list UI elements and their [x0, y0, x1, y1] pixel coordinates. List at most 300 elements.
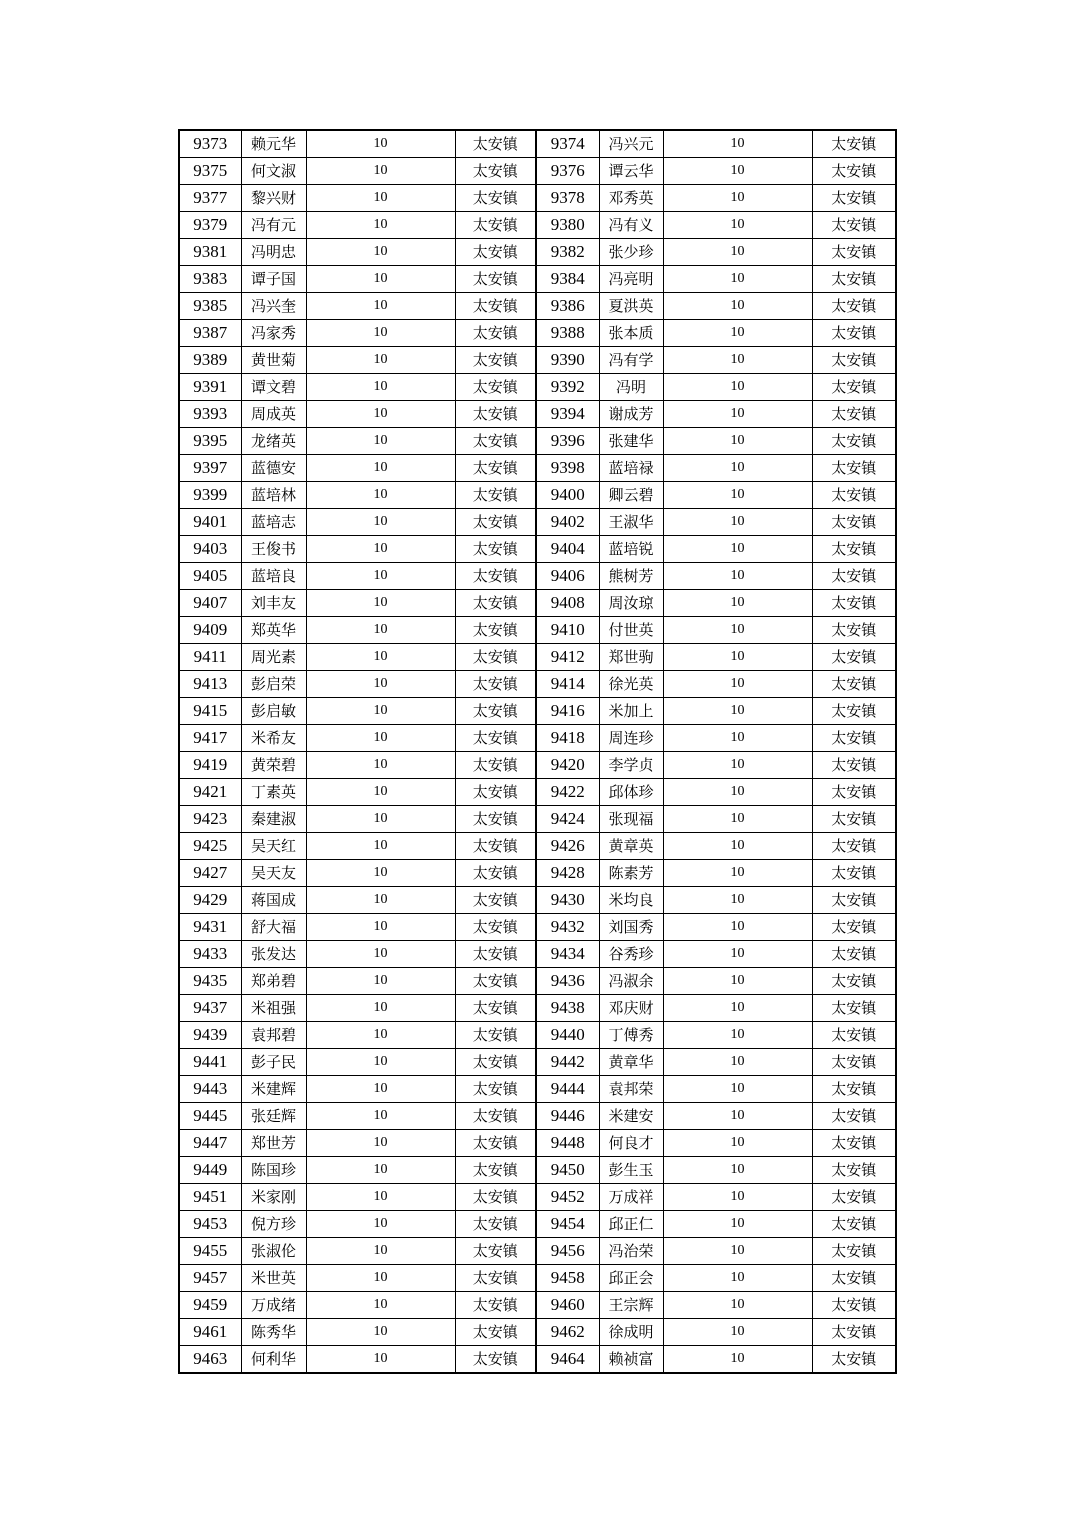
table-row — [179, 698, 896, 725]
cell-number: 9425 — [179, 833, 241, 860]
cell-town: 太安镇 — [455, 968, 536, 995]
cell-name: 谭云华 — [599, 158, 663, 185]
cell-number: 9427 — [179, 860, 241, 887]
cell-town: 太安镇 — [812, 914, 896, 941]
cell-town: 太安镇 — [812, 1049, 896, 1076]
cell-name: 邓庆财 — [599, 995, 663, 1022]
cell-town: 太安镇 — [812, 968, 896, 995]
cell-amount: 10 — [663, 1211, 812, 1238]
cell-town: 太安镇 — [455, 1319, 536, 1346]
cell-name: 陈国珍 — [241, 1157, 306, 1184]
cell-amount: 10 — [663, 347, 812, 374]
cell-amount: 10 — [663, 1022, 812, 1049]
table-row — [179, 671, 896, 698]
cell-name: 郑英华 — [241, 617, 306, 644]
cell-name: 郑世芳 — [241, 1130, 306, 1157]
cell-amount: 10 — [663, 185, 812, 212]
cell-town: 太安镇 — [812, 185, 896, 212]
cell-town: 太安镇 — [812, 212, 896, 239]
cell-amount: 10 — [306, 995, 455, 1022]
cell-number: 9421 — [179, 779, 241, 806]
cell-number: 9436 — [536, 968, 599, 995]
cell-name: 冯明忠 — [241, 239, 306, 266]
cell-town: 太安镇 — [455, 833, 536, 860]
cell-name: 徐成明 — [599, 1319, 663, 1346]
cell-name: 龙绪英 — [241, 428, 306, 455]
cell-amount: 10 — [663, 833, 812, 860]
cell-town: 太安镇 — [455, 725, 536, 752]
cell-number: 9449 — [179, 1157, 241, 1184]
cell-town: 太安镇 — [812, 455, 896, 482]
cell-town: 太安镇 — [455, 914, 536, 941]
cell-number: 9407 — [179, 590, 241, 617]
cell-amount: 10 — [663, 617, 812, 644]
table-row — [179, 293, 896, 320]
cell-number: 9378 — [536, 185, 599, 212]
cell-town: 太安镇 — [455, 590, 536, 617]
cell-amount: 10 — [663, 1346, 812, 1374]
cell-town: 太安镇 — [812, 428, 896, 455]
cell-amount: 10 — [663, 212, 812, 239]
cell-amount: 10 — [663, 1130, 812, 1157]
cell-amount: 10 — [306, 671, 455, 698]
cell-amount: 10 — [663, 914, 812, 941]
cell-number: 9397 — [179, 455, 241, 482]
cell-town: 太安镇 — [812, 644, 896, 671]
cell-number: 9389 — [179, 347, 241, 374]
cell-amount: 10 — [306, 1346, 455, 1374]
cell-name: 冯兴奎 — [241, 293, 306, 320]
cell-number: 9426 — [536, 833, 599, 860]
cell-town: 太安镇 — [812, 536, 896, 563]
cell-name: 谢成芳 — [599, 401, 663, 428]
cell-town: 太安镇 — [812, 1184, 896, 1211]
cell-name: 何文淑 — [241, 158, 306, 185]
cell-amount: 10 — [306, 563, 455, 590]
cell-amount: 10 — [306, 590, 455, 617]
table-row — [179, 347, 896, 374]
cell-number: 9419 — [179, 752, 241, 779]
cell-town: 太安镇 — [455, 320, 536, 347]
table-row — [179, 833, 896, 860]
cell-amount: 10 — [306, 887, 455, 914]
cell-town: 太安镇 — [812, 1265, 896, 1292]
cell-number: 9441 — [179, 1049, 241, 1076]
cell-town: 太安镇 — [455, 1076, 536, 1103]
cell-number: 9453 — [179, 1211, 241, 1238]
table-row — [179, 482, 896, 509]
cell-number: 9392 — [536, 374, 599, 401]
cell-name: 郑世驹 — [599, 644, 663, 671]
cell-town: 太安镇 — [812, 833, 896, 860]
cell-amount: 10 — [663, 320, 812, 347]
cell-name: 蓝培锐 — [599, 536, 663, 563]
table-row — [179, 158, 896, 185]
cell-town: 太安镇 — [455, 428, 536, 455]
cell-number: 9398 — [536, 455, 599, 482]
cell-town: 太安镇 — [455, 239, 536, 266]
cell-town: 太安镇 — [812, 806, 896, 833]
cell-number: 9422 — [536, 779, 599, 806]
cell-town: 太安镇 — [455, 212, 536, 239]
cell-name: 蓝培良 — [241, 563, 306, 590]
table-row — [179, 401, 896, 428]
table-row — [179, 130, 896, 158]
cell-name: 王淑华 — [599, 509, 663, 536]
cell-number: 9413 — [179, 671, 241, 698]
cell-number: 9448 — [536, 1130, 599, 1157]
cell-town: 太安镇 — [812, 1346, 896, 1374]
cell-town: 太安镇 — [455, 482, 536, 509]
table-row — [179, 941, 896, 968]
cell-number: 9405 — [179, 563, 241, 590]
cell-number: 9440 — [536, 1022, 599, 1049]
cell-town: 太安镇 — [812, 563, 896, 590]
cell-number: 9462 — [536, 1319, 599, 1346]
cell-amount: 10 — [663, 482, 812, 509]
cell-number: 9381 — [179, 239, 241, 266]
cell-name: 万成祥 — [599, 1184, 663, 1211]
cell-name: 米加上 — [599, 698, 663, 725]
table-row — [179, 1319, 896, 1346]
cell-amount: 10 — [306, 1157, 455, 1184]
cell-name: 蓝培林 — [241, 482, 306, 509]
cell-amount: 10 — [663, 1157, 812, 1184]
cell-number: 9404 — [536, 536, 599, 563]
cell-name: 黄章英 — [599, 833, 663, 860]
cell-amount: 10 — [663, 293, 812, 320]
cell-number: 9459 — [179, 1292, 241, 1319]
cell-amount: 10 — [306, 158, 455, 185]
cell-amount: 10 — [663, 158, 812, 185]
cell-name: 邱正会 — [599, 1265, 663, 1292]
cell-amount: 10 — [663, 698, 812, 725]
cell-number: 9402 — [536, 509, 599, 536]
cell-amount: 10 — [306, 1292, 455, 1319]
cell-number: 9434 — [536, 941, 599, 968]
cell-name: 冯治荣 — [599, 1238, 663, 1265]
cell-number: 9431 — [179, 914, 241, 941]
cell-amount: 10 — [306, 374, 455, 401]
cell-name: 周光素 — [241, 644, 306, 671]
cell-amount: 10 — [306, 455, 455, 482]
cell-name: 米祖强 — [241, 995, 306, 1022]
table-row — [179, 860, 896, 887]
cell-name: 张廷辉 — [241, 1103, 306, 1130]
cell-number: 9382 — [536, 239, 599, 266]
cell-number: 9375 — [179, 158, 241, 185]
table-row — [179, 590, 896, 617]
table-row — [179, 752, 896, 779]
cell-name: 张现福 — [599, 806, 663, 833]
table-row — [179, 428, 896, 455]
table-row — [179, 617, 896, 644]
cell-number: 9452 — [536, 1184, 599, 1211]
cell-town: 太安镇 — [812, 1103, 896, 1130]
cell-number: 9406 — [536, 563, 599, 590]
cell-town: 太安镇 — [455, 185, 536, 212]
cell-name: 陈素芳 — [599, 860, 663, 887]
cell-town: 太安镇 — [455, 1130, 536, 1157]
cell-town: 太安镇 — [812, 698, 896, 725]
cell-amount: 10 — [306, 860, 455, 887]
cell-name: 邱正仁 — [599, 1211, 663, 1238]
cell-amount: 10 — [306, 130, 455, 158]
cell-name: 蓝德安 — [241, 455, 306, 482]
cell-amount: 10 — [663, 995, 812, 1022]
cell-amount: 10 — [663, 725, 812, 752]
cell-amount: 10 — [663, 130, 812, 158]
cell-amount: 10 — [306, 752, 455, 779]
cell-name: 谭子国 — [241, 266, 306, 293]
cell-name: 蓝培禄 — [599, 455, 663, 482]
cell-name: 刘丰友 — [241, 590, 306, 617]
cell-name: 彭启敏 — [241, 698, 306, 725]
cell-town: 太安镇 — [455, 887, 536, 914]
cell-number: 9461 — [179, 1319, 241, 1346]
cell-name: 彭生玉 — [599, 1157, 663, 1184]
cell-name: 邓秀英 — [599, 185, 663, 212]
cell-town: 太安镇 — [812, 347, 896, 374]
cell-amount: 10 — [306, 428, 455, 455]
cell-number: 9377 — [179, 185, 241, 212]
cell-number: 9384 — [536, 266, 599, 293]
cell-name: 米家刚 — [241, 1184, 306, 1211]
cell-town: 太安镇 — [812, 401, 896, 428]
cell-town: 太安镇 — [812, 130, 896, 158]
cell-number: 9464 — [536, 1346, 599, 1374]
table-row — [179, 212, 896, 239]
cell-town: 太安镇 — [455, 644, 536, 671]
cell-name: 张淑伦 — [241, 1238, 306, 1265]
cell-name: 舒大福 — [241, 914, 306, 941]
cell-name: 付世英 — [599, 617, 663, 644]
cell-number: 9374 — [536, 130, 599, 158]
cell-name: 秦建淑 — [241, 806, 306, 833]
cell-town: 太安镇 — [812, 1211, 896, 1238]
cell-town: 太安镇 — [812, 482, 896, 509]
cell-town: 太安镇 — [812, 1022, 896, 1049]
cell-name: 王宗辉 — [599, 1292, 663, 1319]
cell-amount: 10 — [306, 212, 455, 239]
table-row — [179, 320, 896, 347]
cell-name: 冯有元 — [241, 212, 306, 239]
cell-town: 太安镇 — [812, 1157, 896, 1184]
cell-town: 太安镇 — [812, 1319, 896, 1346]
cell-name: 彭启荣 — [241, 671, 306, 698]
cell-town: 太安镇 — [812, 374, 896, 401]
cell-town: 太安镇 — [812, 995, 896, 1022]
cell-name: 谷秀珍 — [599, 941, 663, 968]
cell-name: 熊树芳 — [599, 563, 663, 590]
cell-town: 太安镇 — [812, 509, 896, 536]
cell-town: 太安镇 — [455, 995, 536, 1022]
table-row — [179, 1157, 896, 1184]
cell-number: 9415 — [179, 698, 241, 725]
table-row — [179, 887, 896, 914]
cell-name: 冯明 — [599, 374, 663, 401]
cell-number: 9423 — [179, 806, 241, 833]
cell-town: 太安镇 — [812, 671, 896, 698]
table-row — [179, 1265, 896, 1292]
cell-amount: 10 — [663, 968, 812, 995]
cell-number: 9385 — [179, 293, 241, 320]
cell-amount: 10 — [306, 725, 455, 752]
cell-town: 太安镇 — [812, 779, 896, 806]
cell-amount: 10 — [306, 482, 455, 509]
cell-amount: 10 — [306, 806, 455, 833]
cell-town: 太安镇 — [812, 266, 896, 293]
cell-amount: 10 — [663, 1049, 812, 1076]
cell-town: 太安镇 — [455, 563, 536, 590]
cell-number: 9396 — [536, 428, 599, 455]
cell-town: 太安镇 — [812, 590, 896, 617]
table-row — [179, 1292, 896, 1319]
table-row — [179, 563, 896, 590]
cell-town: 太安镇 — [812, 887, 896, 914]
cell-number: 9443 — [179, 1076, 241, 1103]
cell-town: 太安镇 — [812, 239, 896, 266]
cell-town: 太安镇 — [455, 1346, 536, 1374]
cell-name: 谭文碧 — [241, 374, 306, 401]
cell-number: 9457 — [179, 1265, 241, 1292]
cell-name: 卿云碧 — [599, 482, 663, 509]
cell-amount: 10 — [663, 860, 812, 887]
cell-name: 袁邦碧 — [241, 1022, 306, 1049]
cell-number: 9394 — [536, 401, 599, 428]
cell-number: 9444 — [536, 1076, 599, 1103]
cell-amount: 10 — [306, 698, 455, 725]
table-row — [179, 1130, 896, 1157]
cell-amount: 10 — [306, 509, 455, 536]
cell-amount: 10 — [663, 1076, 812, 1103]
cell-amount: 10 — [663, 1184, 812, 1211]
cell-number: 9463 — [179, 1346, 241, 1374]
cell-number: 9416 — [536, 698, 599, 725]
cell-name: 米建辉 — [241, 1076, 306, 1103]
cell-name: 丁素英 — [241, 779, 306, 806]
cell-number: 9458 — [536, 1265, 599, 1292]
cell-town: 太安镇 — [455, 1211, 536, 1238]
cell-number: 9447 — [179, 1130, 241, 1157]
cell-name: 倪方珍 — [241, 1211, 306, 1238]
cell-amount: 10 — [663, 590, 812, 617]
cell-town: 太安镇 — [455, 158, 536, 185]
cell-number: 9439 — [179, 1022, 241, 1049]
cell-amount: 10 — [306, 1184, 455, 1211]
cell-town: 太安镇 — [455, 1238, 536, 1265]
cell-name: 李学贞 — [599, 752, 663, 779]
cell-town: 太安镇 — [455, 130, 536, 158]
cell-town: 太安镇 — [812, 1130, 896, 1157]
cell-number: 9454 — [536, 1211, 599, 1238]
cell-amount: 10 — [663, 374, 812, 401]
table-row — [179, 779, 896, 806]
register-table-body — [179, 130, 896, 1373]
cell-number: 9388 — [536, 320, 599, 347]
cell-amount: 10 — [306, 1238, 455, 1265]
cell-number: 9387 — [179, 320, 241, 347]
cell-amount: 10 — [663, 1238, 812, 1265]
cell-name: 王俊书 — [241, 536, 306, 563]
cell-number: 9442 — [536, 1049, 599, 1076]
cell-amount: 10 — [663, 887, 812, 914]
cell-town: 太安镇 — [455, 374, 536, 401]
cell-town: 太安镇 — [455, 671, 536, 698]
cell-town: 太安镇 — [455, 752, 536, 779]
cell-town: 太安镇 — [455, 941, 536, 968]
cell-town: 太安镇 — [812, 1076, 896, 1103]
cell-number: 9460 — [536, 1292, 599, 1319]
cell-amount: 10 — [306, 1049, 455, 1076]
table-row — [179, 374, 896, 401]
cell-name: 冯兴元 — [599, 130, 663, 158]
cell-town: 太安镇 — [455, 698, 536, 725]
table-row — [179, 914, 896, 941]
cell-town: 太安镇 — [812, 293, 896, 320]
cell-amount: 10 — [663, 752, 812, 779]
table-row — [179, 725, 896, 752]
table-row — [179, 1103, 896, 1130]
cell-number: 9373 — [179, 130, 241, 158]
table-row — [179, 239, 896, 266]
cell-name: 周汝琼 — [599, 590, 663, 617]
cell-amount: 10 — [306, 644, 455, 671]
cell-amount: 10 — [306, 617, 455, 644]
cell-name: 陈秀华 — [241, 1319, 306, 1346]
cell-name: 张少珍 — [599, 239, 663, 266]
cell-number: 9399 — [179, 482, 241, 509]
cell-name: 何利华 — [241, 1346, 306, 1374]
cell-number: 9432 — [536, 914, 599, 941]
table-row — [179, 185, 896, 212]
cell-amount: 10 — [306, 1076, 455, 1103]
cell-town: 太安镇 — [455, 1184, 536, 1211]
cell-number: 9414 — [536, 671, 599, 698]
cell-name: 张发达 — [241, 941, 306, 968]
cell-amount: 10 — [663, 806, 812, 833]
cell-town: 太安镇 — [455, 347, 536, 374]
cell-name: 冯家秀 — [241, 320, 306, 347]
cell-name: 米均良 — [599, 887, 663, 914]
cell-name: 黎兴财 — [241, 185, 306, 212]
table-row — [179, 644, 896, 671]
cell-name: 米希友 — [241, 725, 306, 752]
cell-number: 9390 — [536, 347, 599, 374]
cell-number: 9376 — [536, 158, 599, 185]
cell-name: 冯淑余 — [599, 968, 663, 995]
cell-amount: 10 — [306, 833, 455, 860]
cell-name: 黄世菊 — [241, 347, 306, 374]
table-row — [179, 1076, 896, 1103]
cell-town: 太安镇 — [455, 860, 536, 887]
cell-amount: 10 — [306, 941, 455, 968]
cell-amount: 10 — [306, 293, 455, 320]
cell-number: 9445 — [179, 1103, 241, 1130]
cell-number: 9393 — [179, 401, 241, 428]
cell-name: 米建安 — [599, 1103, 663, 1130]
cell-town: 太安镇 — [812, 1238, 896, 1265]
cell-number: 9456 — [536, 1238, 599, 1265]
table-row — [179, 1184, 896, 1211]
cell-amount: 10 — [306, 1130, 455, 1157]
cell-name: 黄荣碧 — [241, 752, 306, 779]
cell-amount: 10 — [663, 779, 812, 806]
cell-amount: 10 — [306, 914, 455, 941]
cell-amount: 10 — [663, 401, 812, 428]
cell-name: 彭子民 — [241, 1049, 306, 1076]
cell-number: 9437 — [179, 995, 241, 1022]
